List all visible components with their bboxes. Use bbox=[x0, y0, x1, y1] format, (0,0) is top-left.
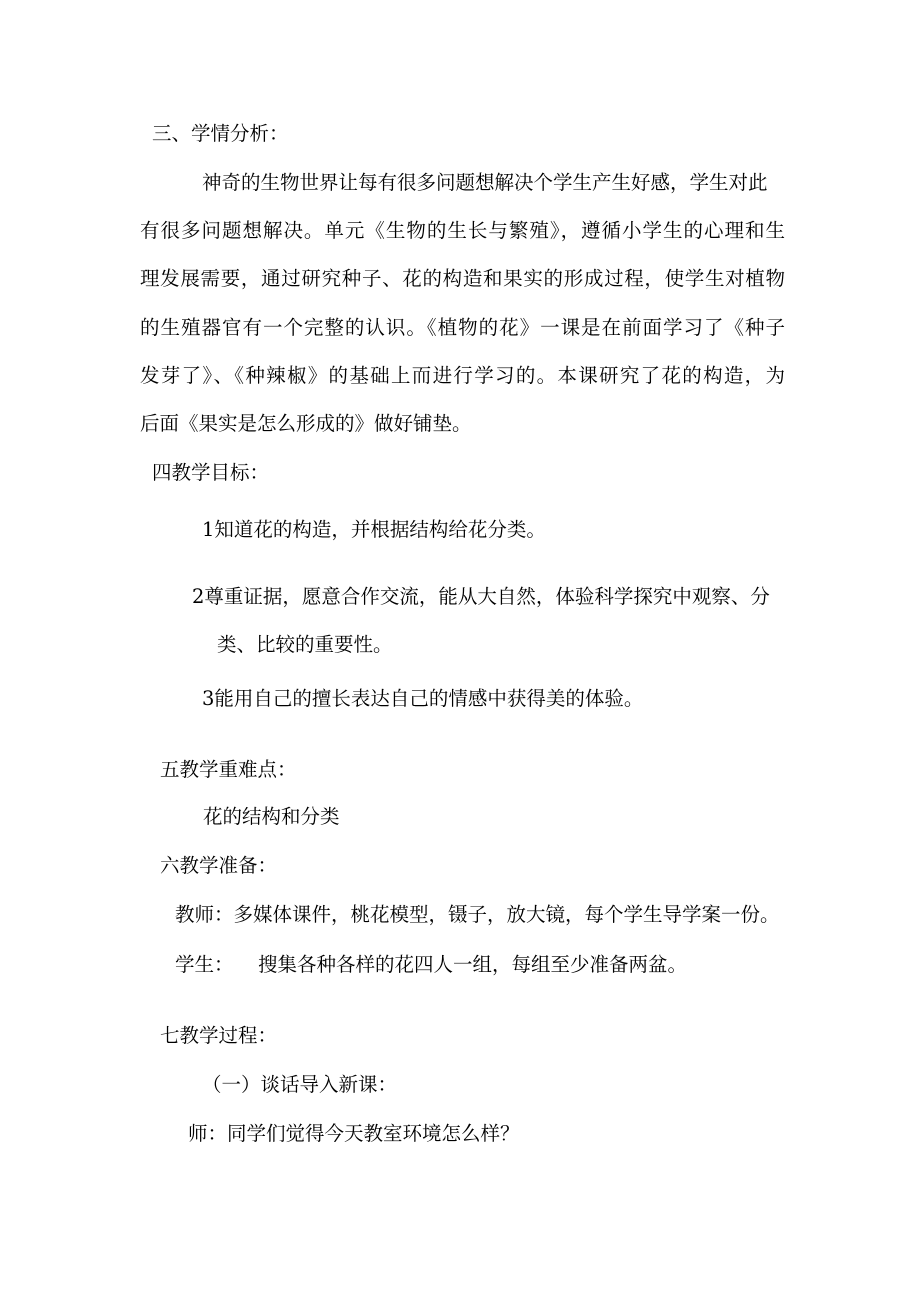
section-7-heading: 七教学过程： bbox=[160, 1024, 278, 1047]
teacher-items: 多媒体课件，桃花模型，镊子，放大镜，每个学生导学案一份。 bbox=[233, 903, 780, 926]
paragraph-line: 理发展需要，通过研究种子、花的构造和果实的形成过程，使学生对植物 bbox=[140, 267, 785, 290]
teacher-prep bbox=[175, 903, 780, 927]
key-points-text: 花的结构和分类 bbox=[203, 805, 340, 828]
goal-item-2-line-2: 类、比较的重要性。 bbox=[217, 633, 393, 656]
paragraph-line: 神奇的生物世界让每有很多问题想解决个学生产生好感，学生对此 bbox=[202, 171, 768, 194]
goal-item-2-line-1: 2尊重证据，愿意合作交流，能从大自然，体验科学探究中观察、分 bbox=[192, 585, 770, 608]
student-label: 学生： bbox=[175, 953, 234, 976]
student-prep bbox=[175, 953, 687, 977]
paragraph-line: 发芽了》、《种辣椒》的基础上而进行学习的。本课研究了花的构造，为 bbox=[140, 364, 785, 387]
section-6-heading: 六教学准备： bbox=[160, 854, 278, 877]
teacher-label: 教师： bbox=[175, 903, 234, 926]
section-3-heading: 三、学情分析： bbox=[152, 122, 289, 145]
section-4-heading: 四教学目标： bbox=[152, 461, 270, 484]
student-items: 搜集各种各样的花四人一组，每组至少准备两盆。 bbox=[258, 953, 688, 976]
teacher-dialogue: 师：同学们觉得今天教室环境怎么样？ bbox=[188, 1122, 520, 1145]
paragraph-line: 后面《果实是怎么形成的》做好铺垫。 bbox=[140, 412, 472, 435]
goal-item-3: 3能用自己的擅长表达自己的情感中获得美的体验。 bbox=[202, 687, 644, 710]
goal-item-1: 1知道花的构造，并根据结构给花分类。 bbox=[202, 518, 546, 541]
paragraph-line: 的生殖器官有一个完整的认识。《植物的花》一课是在前面学习了《种子 bbox=[140, 316, 785, 339]
process-subheading: （一）谈话导入新课： bbox=[202, 1073, 398, 1096]
section-5-heading: 五教学重难点： bbox=[160, 758, 297, 781]
paragraph-line: 有很多问题想解决。单元《生物的生长与繁殖》，遵循小学生的心理和生 bbox=[140, 219, 785, 242]
